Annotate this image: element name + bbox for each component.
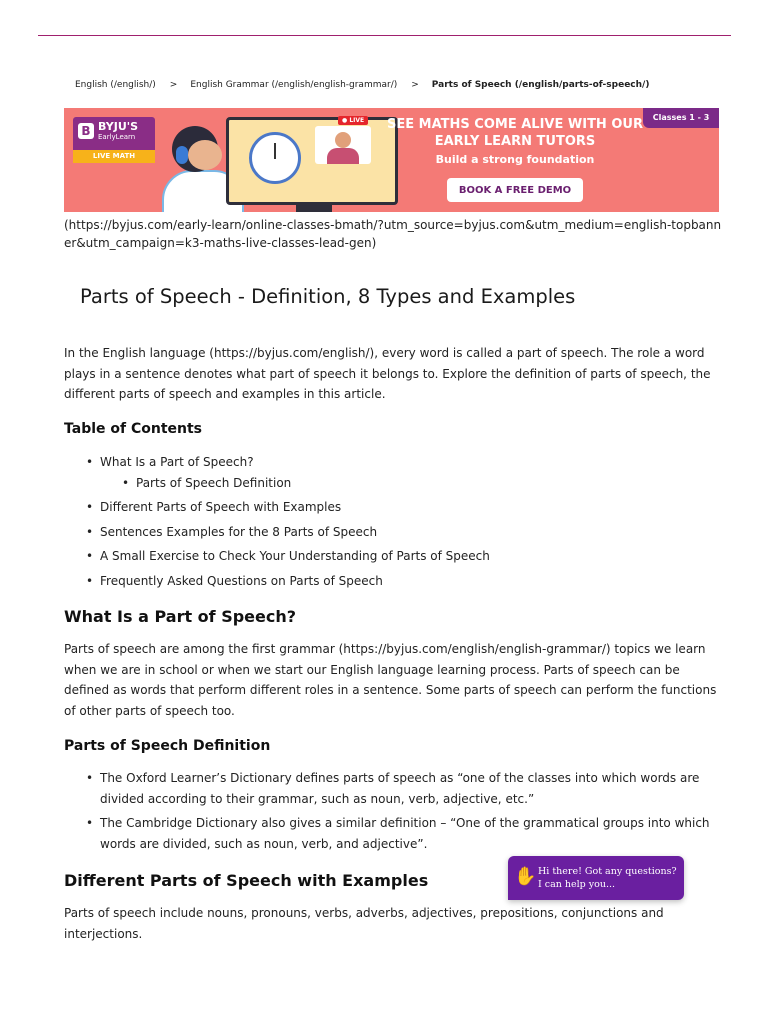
toc-item-what-is-part-of-speech[interactable]: • What Is a Part of Speech? [64,452,724,472]
page-title: Parts of Speech - Definition, 8 Types and Examples [80,285,576,308]
toc-item-sentence-examples[interactable]: • Sentences Examples for the 8 Parts of Speech [64,522,724,542]
headphones-icon [176,146,188,164]
definition-list [64,768,724,858]
live-badge: ● LIVE [338,116,368,125]
monitor-illustration [226,117,398,205]
chat-greeting: Hi there! Got any questions? I can help you... [538,866,677,890]
intro-paragraph: In the English language (https://byjus.com/english/), every word is called a part of speech. The role a word plays in a sentence denotes what part of speech it belongs to. Explore the definition of parts of speech, the different parts of speech and examples in this article. [64,346,711,401]
tutor-video-illustration [315,126,371,164]
classes-badge: Classes 1 - 3 [643,108,719,128]
toc-item-exercise[interactable]: • A Small Exercise to Check Your Understanding of Parts of Speech [64,546,724,566]
section-heading-definition: Parts of Speech Definition [64,738,271,754]
live-math-label: LIVE MATH [73,150,155,163]
book-free-demo-button[interactable]: BOOK A FREE DEMO [447,178,583,202]
breadcrumb-separator: > [411,80,419,90]
definition-cambridge: • The Cambridge Dictionary also gives a similar definition – “One of the grammatical groups into which words are divided, such as noun, verb, and adjective”. [64,813,724,854]
breadcrumb-link-english-grammar[interactable]: English Grammar (/english/english-grammar/) [190,80,398,90]
waving-hand-icon: ✋ [514,866,537,887]
monitor-stand [296,202,332,212]
banner-headline: SEE MATHS COME ALIVE WITH OUR EARLY LEARN TUTORS [387,117,643,149]
breadcrumb-link-english[interactable]: English (/english/) [75,80,156,90]
clock-icon [249,132,301,184]
banner-link-url[interactable]: (https://byjus.com/early-learn/online-classes-bmath/?utm_source=byjus.com&utm_medium=english-topbanner&utm_campaign=k3-maths-live-classes-lead-gen) [64,218,722,250]
byjus-logo-icon: B [78,123,94,139]
logo-brand: BYJU'S [98,120,139,133]
banner-subline: Build a strong foundation [435,153,595,166]
section-paragraph-different-parts: Parts of speech include nouns, pronouns, verbs, adverbs, adjectives, prepositions, conjunctions and interjections. [64,906,664,941]
section-heading-what-is: What Is a Part of Speech? [64,607,297,626]
top-divider [38,35,731,36]
chat-widget[interactable] [508,856,684,900]
breadcrumb-current: Parts of Speech (/english/parts-of-speech/) [431,80,650,90]
byjus-early-learn-logo [73,117,155,163]
definition-oxford: • The Oxford Learner’s Dictionary defines parts of speech as “one of the classes into which words are divided according to their grammar, such as noun, verb, adjective, etc.” [64,768,724,809]
logo-subtitle: EarlyLearn [98,133,136,141]
table-of-contents [64,452,724,596]
section-paragraph-what-is: Parts of speech are among the first grammar (https://byjus.com/english/english-grammar/) topics we learn when we are in school or when we start our English language learning process. Parts of speech can be defined as words that perform different roles in a sentence. Some parts of speech can perform the functions of other parts of speech too. [64,642,717,718]
breadcrumb-separator: > [169,80,178,90]
toc-item-definition[interactable]: • Parts of Speech Definition [64,473,724,493]
toc-item-faq[interactable]: • Frequently Asked Questions on Parts of Speech [64,571,724,591]
breadcrumb [75,80,649,90]
toc-item-different-parts[interactable]: • Different Parts of Speech with Examples [64,497,724,517]
promo-banner[interactable] [64,108,719,212]
section-heading-different-parts: Different Parts of Speech with Examples [64,871,429,890]
toc-heading: Table of Contents [64,421,203,437]
